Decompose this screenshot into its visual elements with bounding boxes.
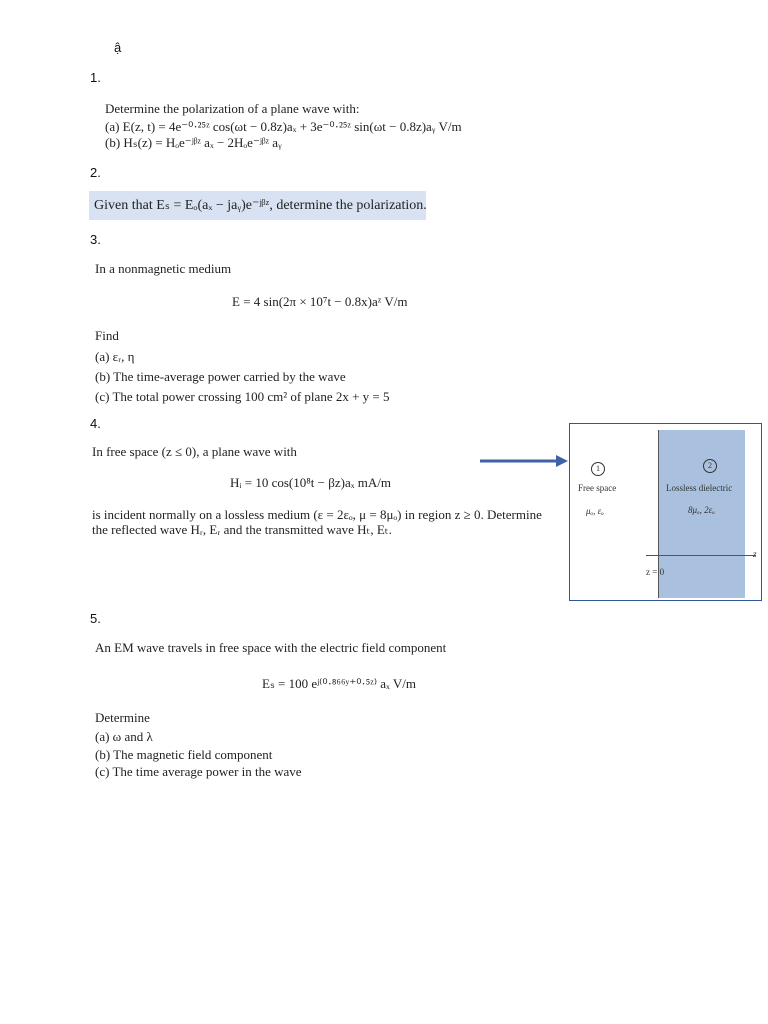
z-axis — [646, 555, 756, 556]
header-mark: ậ — [114, 40, 122, 55]
region-2-params: 8μₒ, 2εₒ — [688, 505, 715, 515]
question-3-part-c: (c) The total power crossing 100 cm² of plane 2x + y = 5 — [95, 389, 390, 404]
question-3-number: 3. — [90, 232, 101, 247]
origin-label: z = 0 — [646, 567, 665, 577]
question-5-number: 5. — [90, 611, 101, 626]
region-1-marker: 1 — [591, 462, 605, 476]
question-2-number: 2. — [90, 165, 101, 180]
question-1-part-a: (a) E(z, t) = 4e⁻⁰·²⁵ᶻ cos(ωt − 0.8z)aₓ + 3e⁻⁰·²⁵ᶻ sin(ωt − 0.8z)aᵧ V/m — [105, 119, 462, 134]
z-axis-label: z — [753, 549, 757, 559]
question-3-stem: In a nonmagnetic medium — [95, 261, 232, 276]
question-3-equation: E = 4 sin(2π × 10⁷t − 0.8x)aᶻ V/m — [232, 294, 408, 309]
question-4-line-1: is incident normally on a lossless medium (ε = 2εₒ, μ = 8μₒ) in region z ≥ 0. Determine — [92, 507, 542, 522]
question-5-determine: Determine — [95, 710, 150, 725]
question-5-stem: An EM wave travels in free space with the electric field component — [95, 640, 447, 655]
interface-figure — [569, 423, 762, 601]
question-1-number: 1. — [90, 70, 101, 85]
region-2-marker: 2 — [703, 459, 717, 473]
question-4-equation: Hᵢ = 10 cos(10⁸t − βz)aₓ mA/m — [230, 475, 391, 490]
question-4-stem: In free space (z ≤ 0), a plane wave with — [92, 444, 297, 459]
region-1-params: μₒ, εₒ — [586, 506, 604, 516]
question-5-part-c: (c) The time average power in the wave — [95, 764, 302, 779]
question-3-part-a: (a) εᵣ, η — [95, 349, 135, 364]
question-5-part-a: (a) ω and λ — [95, 729, 153, 744]
question-4-line-2: the reflected wave Hᵣ, Eᵣ and the transmitted wave Hₜ, Eₜ. — [92, 522, 392, 537]
region-1-label: Free space — [578, 483, 617, 493]
question-4-number: 4. — [90, 416, 101, 431]
question-5-equation: Eₛ = 100 eʲ⁽⁰·⁸⁶⁶ʸ⁺⁰·⁵ᶻ⁾ aₓ V/m — [262, 676, 416, 691]
question-1-part-b: (b) Hₛ(z) = Hₒe⁻ʲᵝᶻ aₓ − 2Hₒe⁻ʲᵝᶻ aᵧ — [105, 135, 282, 150]
region-2-label: Lossless dielectric — [666, 483, 733, 493]
question-1-stem: Determine the polarization of a plane wave with: — [105, 101, 360, 116]
question-2-text: Given that Eₛ = Eₒ(aₓ − jaᵧ)e⁻ʲᵝᶻ, determine the polarization. — [94, 198, 427, 213]
question-3-part-b: (b) The time-average power carried by the wave — [95, 369, 346, 384]
arrow-right-icon — [478, 451, 570, 471]
question-3-find: Find — [95, 328, 119, 343]
question-5-part-b: (b) The magnetic field component — [95, 747, 273, 762]
